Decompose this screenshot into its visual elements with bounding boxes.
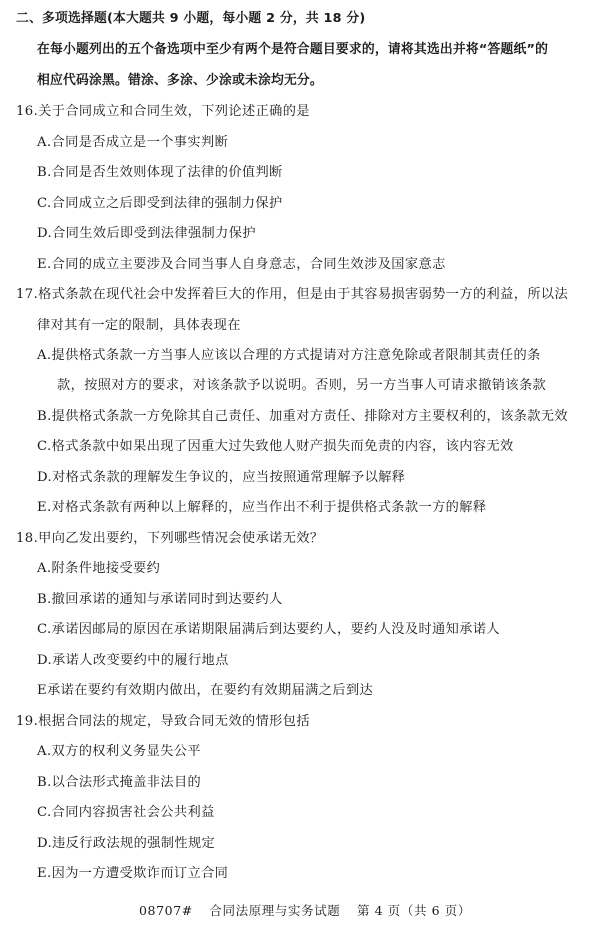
question-option: E.对格式条款有两种以上解释的，应当作出不利于提供格式条款一方的解释 (37, 500, 487, 515)
question-stem: 16.关于合同成立和合同生效，下列论述正确的是 (16, 104, 310, 119)
question-option: A.提供格式条款一方当事人应该以合理的方式提请对方注意免除或者限制其责任的条 (37, 348, 541, 363)
question-option: E.因为一方遭受欺诈而订立合同 (37, 866, 229, 881)
question-option: C.合同成立之后即受到法律的强制力保护 (37, 196, 283, 211)
question-stem: 19.根据合同法的规定，导致合同无效的情形包括 (16, 714, 310, 729)
question-option: C.格式条款中如果出现了因重大过失致他人财产损失而免责的内容，该内容无效 (37, 439, 514, 454)
question-option: D.对格式条款的理解发生争议的，应当按照通常理解予以解释 (37, 470, 406, 485)
question-option: D.承诺人改变要约中的履行地点 (37, 653, 229, 668)
page-footer (0, 903, 610, 919)
question-option: B.合同是否生效则体现了法律的价值判断 (37, 165, 283, 180)
question-option: A.合同是否成立是一个事实判断 (37, 135, 229, 150)
question-option: B.提供格式条款一方免除其自己责任、加重对方责任、排除对方主要权利的，该条款无效 (37, 409, 569, 424)
section-instruction: 相应代码涂黑。错涂、多涂、少涂或未涂均无分。 (37, 73, 323, 88)
question-option: A.双方的权利义务显失公平 (37, 744, 201, 759)
question-option: B.以合法形式掩盖非法目的 (37, 775, 202, 790)
question-option: E.合同的成立主要涉及合同当事人自身意志，合同生效涉及国家意志 (37, 257, 446, 272)
question-option: C.承诺因邮局的原因在承诺期限届满后到达要约人，要约人没及时通知承诺人 (37, 622, 500, 637)
question-stem: 17.格式条款在现代社会中发挥着巨大的作用，但是由于其容易损害弱势一方的利益，所以法 (16, 287, 569, 302)
question-option: C.合同内容损害社会公共利益 (37, 805, 215, 820)
question-option: D.违反行政法规的强制性规定 (37, 836, 216, 851)
question-stem: 18.甲向乙发出要约，下列哪些情况会使承诺无效？ (16, 531, 324, 546)
exam-code: 08707# (138, 903, 193, 918)
section-instruction: 在每小题列出的五个备选项中至少有两个是符合题目要求的，请将其选出并将“答题纸”的 (37, 42, 549, 57)
section-title: 二、多项选择题(本大题共 9 小题，每小题 2 分，共 18 分) (16, 11, 366, 26)
question-option: D.合同生效后即受到法律强制力保护 (37, 226, 256, 241)
exam-subject: 合同法原理与实务试题 (209, 903, 341, 918)
question-option: E承诺在要约有效期内做出，在要约有效期届满之后到达 (37, 683, 374, 698)
question-option: A.附条件地接受要约 (37, 561, 161, 576)
question-option-continuation: 款，按照对方的要求，对该条款予以说明。否则，另一方当事人可请求撤销该条款 (57, 378, 547, 393)
question-option: B.撤回承诺的通知与承诺同时到达要约人 (37, 592, 283, 607)
page-number: 第 4 页（共 6 页） (357, 903, 471, 918)
question-stem-continuation: 律对其有一定的限制，具体表现在 (37, 318, 241, 333)
